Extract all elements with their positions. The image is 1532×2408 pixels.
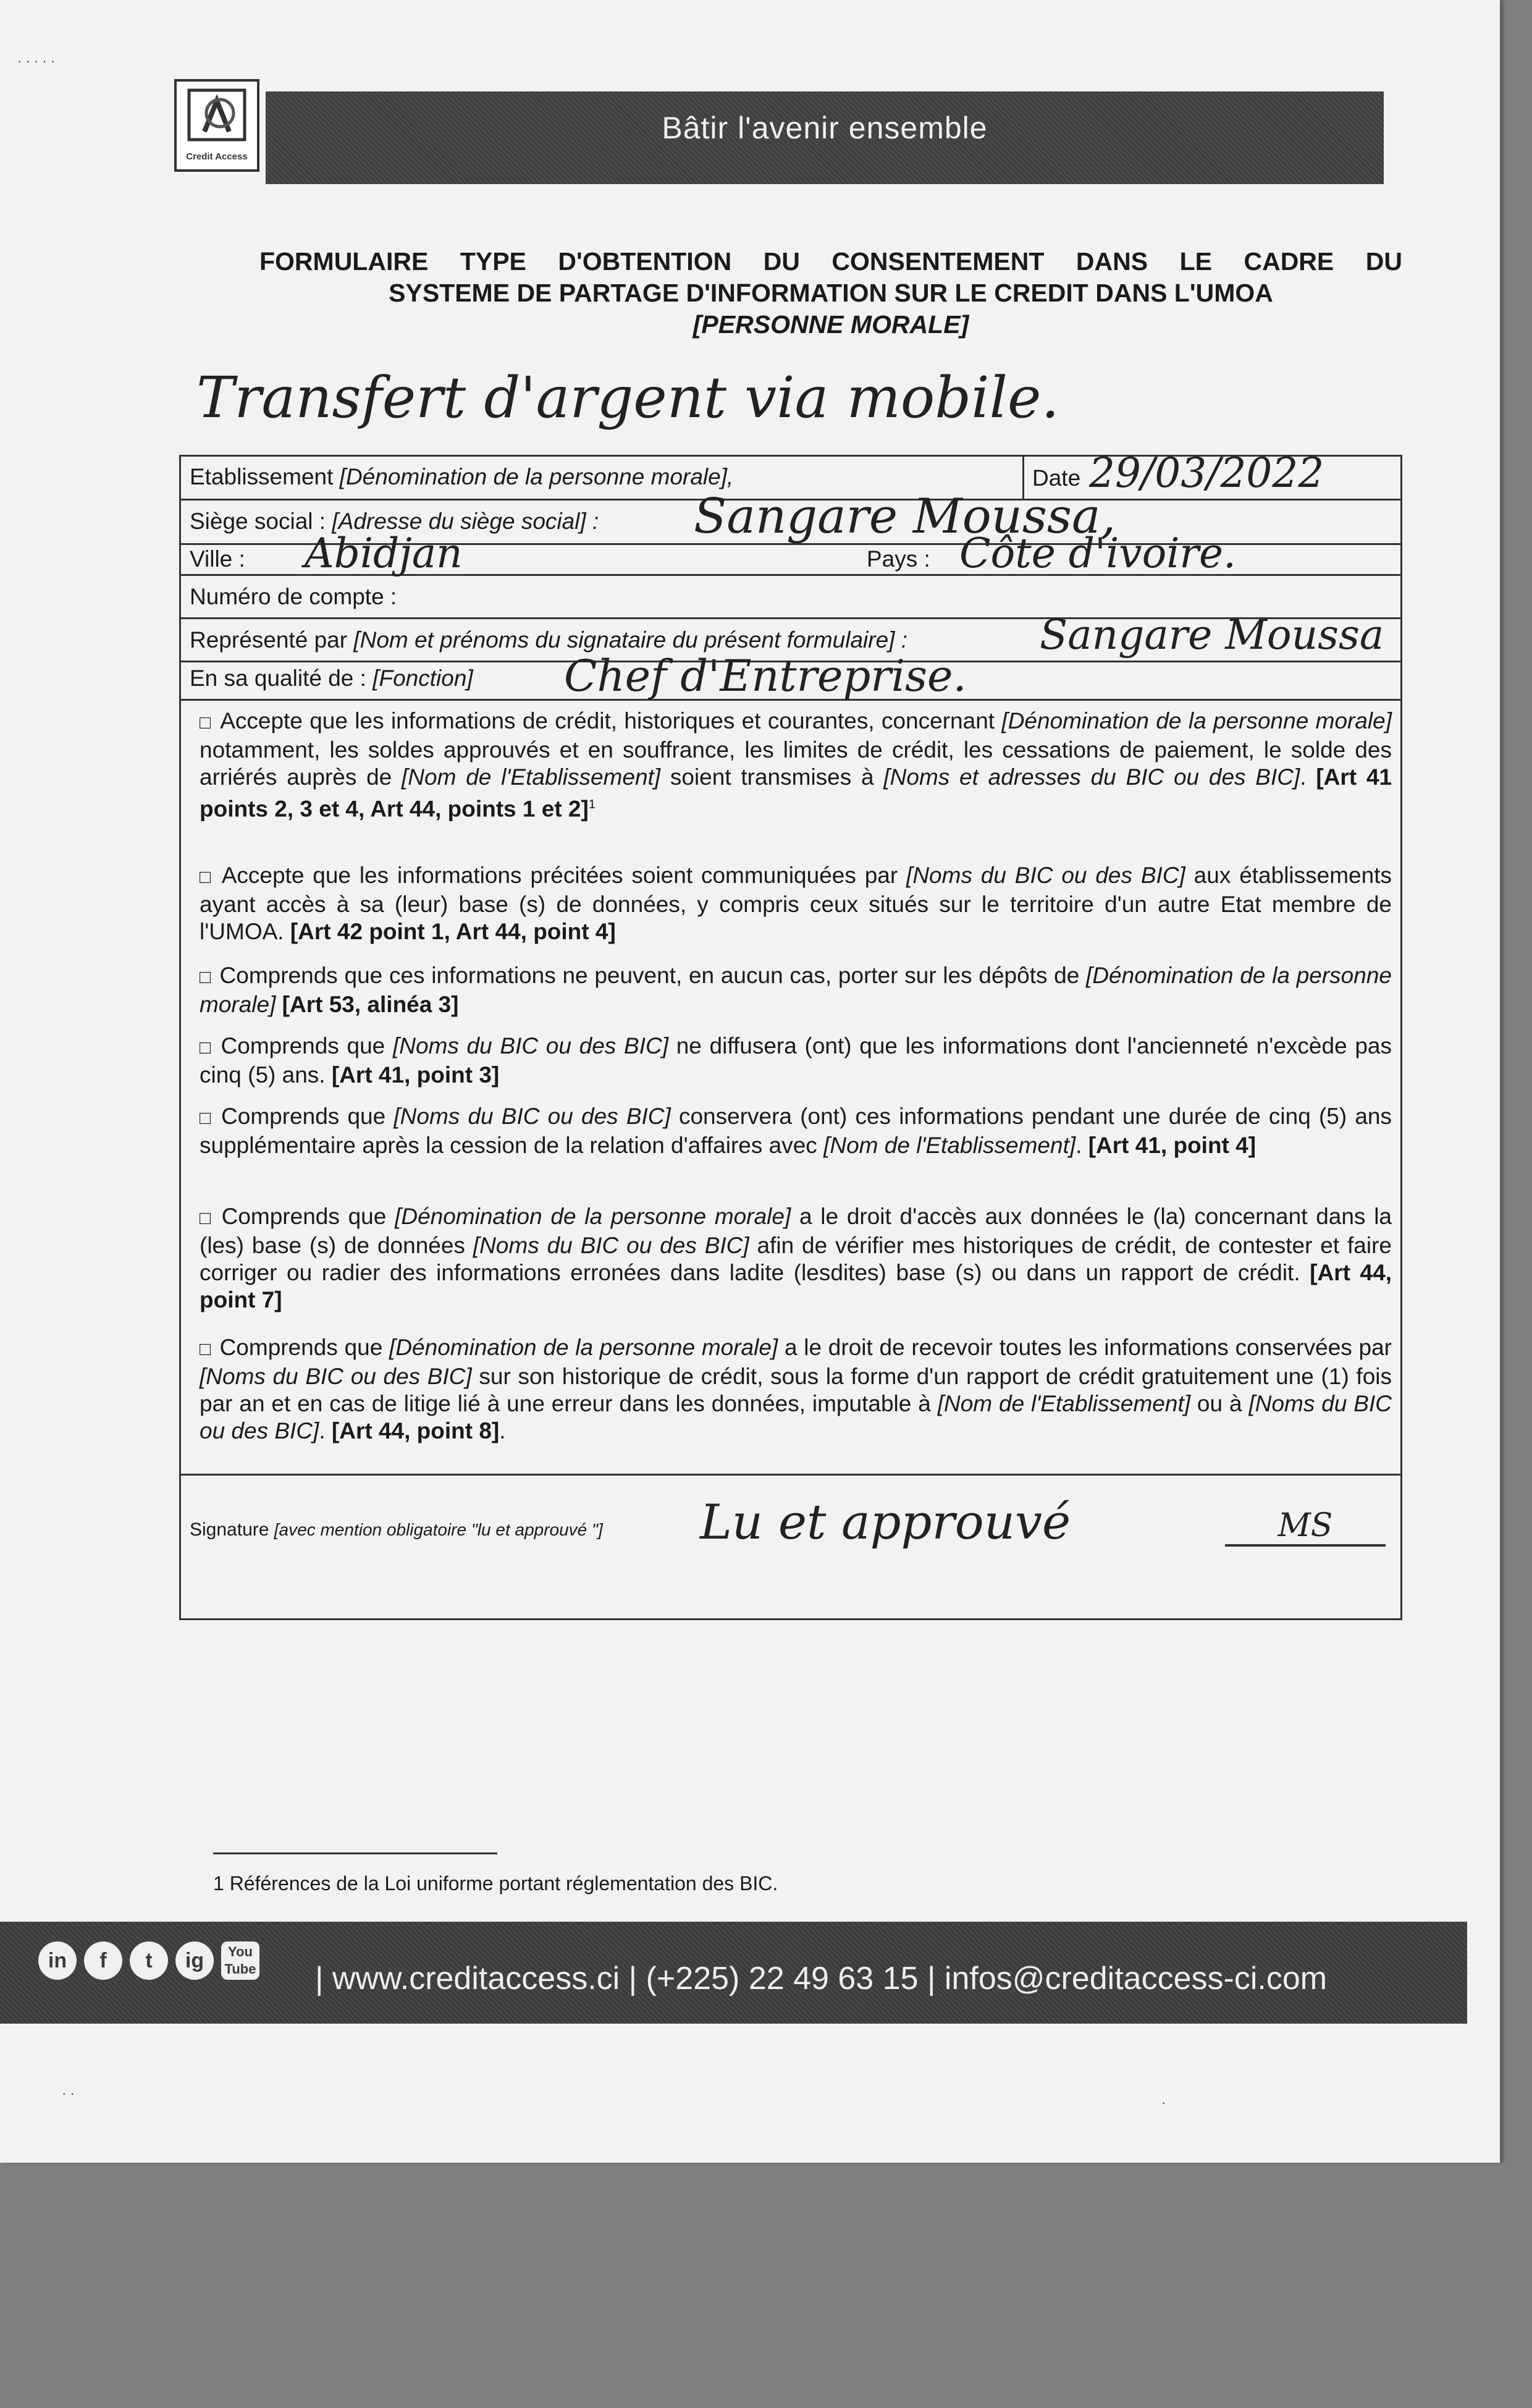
row-divider xyxy=(181,1474,1400,1476)
clause-placeholder: [Nom de l'Etablissement] xyxy=(937,1391,1191,1416)
clause-6 xyxy=(200,1203,1392,1314)
clause-placeholder: [Nom de l'Etablissement] xyxy=(823,1133,1076,1158)
clause-text: Comprends que xyxy=(221,1104,394,1129)
consent-form xyxy=(179,449,1402,1620)
qualite-field xyxy=(190,665,473,691)
scan-specks: · · · · · xyxy=(17,53,56,69)
qualite-label: En sa qualité de : xyxy=(190,665,366,691)
clause-placeholder: [Dénomination de la personne morale] xyxy=(1001,708,1392,733)
checkbox-icon[interactable]: □ xyxy=(200,1108,213,1128)
checkbox-icon[interactable]: □ xyxy=(200,712,212,733)
clause-4 xyxy=(200,1033,1392,1089)
checkbox-icon[interactable]: □ xyxy=(200,1208,213,1228)
title-line-3: [PERSONNE MORALE] xyxy=(692,310,969,339)
footer-band xyxy=(0,1922,1467,2024)
clause-text: ou à xyxy=(1190,1391,1249,1416)
handwritten-representant: Sangare Moussa xyxy=(1040,611,1384,659)
clause-text: ne diffusera (ont) que les informations dont l'ancienneté n'excède pas cinq (5) ans. xyxy=(200,1033,1392,1088)
clause-text: notamment, les soldes approuvés et en souffrance, les limites de crédit, les cessations de paiement, le solde des arriérés auprès de xyxy=(200,737,1392,790)
clause-placeholder: [Dénomination de la personne morale] xyxy=(389,1335,778,1360)
clause-5 xyxy=(200,1103,1392,1159)
clause-article: [Art 41, point 4] xyxy=(1088,1133,1256,1158)
title-line-2: SYSTEME DE PARTAGE D'INFORMATION SUR LE CREDIT DANS L'UMOA xyxy=(389,279,1273,307)
clause-text: a le droit d'accès aux données le (la) concernant dans la (les) base (s) de données xyxy=(200,1204,1392,1258)
clause-article: [Art 44, point 7] xyxy=(200,1260,1392,1312)
checkbox-icon[interactable]: □ xyxy=(200,1037,213,1058)
facebook-icon[interactable]: f xyxy=(84,1941,122,1980)
clause-text: sur son historique de crédit, sous la forme d'un rapport de crédit gratuitement une (1) fois par an et en cas de litige lié à une erreur dans les données, imputable à xyxy=(200,1364,1392,1416)
signature-hint: [avec mention obligatoire "lu et approuvé "] xyxy=(274,1520,603,1539)
handwritten-subject: Transfert d'argent via mobile. xyxy=(196,365,1059,431)
handwritten-qualite: Chef d'Entreprise. xyxy=(564,651,967,701)
clause-placeholder: [Dénomination de la personne morale] xyxy=(395,1204,791,1229)
clause-article: [Art 42 point 1, Art 44, point 4] xyxy=(290,919,616,944)
represente-field xyxy=(190,627,907,653)
handwritten-signature: MS xyxy=(1225,1507,1386,1547)
clause-1 xyxy=(200,708,1392,822)
clause-placeholder: [Nom de l'Etablissement] xyxy=(402,764,661,790)
form-title xyxy=(259,246,1402,340)
handwritten-mention: Lu et approuvé xyxy=(700,1495,1071,1550)
tagline: Bâtir l'avenir ensemble xyxy=(662,111,988,145)
clause-placeholder: [Noms du BIC ou des BIC] xyxy=(392,1033,668,1058)
handwritten-siege: Sangare Moussa, xyxy=(694,489,1116,544)
signature-label: Signature xyxy=(190,1519,269,1540)
social-icons xyxy=(38,1941,259,1980)
etablissement-label: Etablissement xyxy=(190,464,334,489)
clause-placeholder: [Dénomination de la personne morale] xyxy=(200,963,1392,1017)
siege-label: Siège social : xyxy=(190,509,326,534)
linkedin-icon[interactable]: in xyxy=(38,1941,77,1980)
etablissement-field xyxy=(190,464,733,490)
etablissement-hint: [Dénomination de la personne morale], xyxy=(339,464,734,489)
logo-emblem-icon xyxy=(177,85,257,147)
handwritten-pays: Côte d'ivoire. xyxy=(959,530,1237,577)
clause-text: . xyxy=(1075,1133,1088,1158)
clause-text: aux établissements ayant accès à sa (leur) base (s) de données, y compris ceux situés sur le territoire d'un autre Etat membre de l'UMOA. xyxy=(200,863,1392,944)
clause-text: a le droit de recevoir toutes les informations conservées par xyxy=(778,1335,1392,1360)
handwritten-date: 29/03/2022 xyxy=(1089,449,1324,497)
checkbox-icon[interactable]: □ xyxy=(200,867,213,887)
clause-text: Accepte que les informations précitées soient communiquées par xyxy=(221,863,907,888)
footnote: 1 Références de la Loi uniforme portant réglementation des BIC. xyxy=(213,1872,778,1895)
compte-label: Numéro de compte : xyxy=(190,584,397,609)
footnote-rule xyxy=(213,1852,497,1854)
siege-hint: [Adresse du siège social] : xyxy=(332,509,599,534)
header-band xyxy=(266,91,1384,184)
clause-text: Comprends que xyxy=(221,1033,393,1058)
clause-text: . xyxy=(499,1418,506,1443)
logo-text: Credit Access xyxy=(186,151,248,162)
signature-field xyxy=(190,1519,603,1540)
represente-label: Représenté par xyxy=(190,627,348,653)
youtube-icon[interactable]: You Tube xyxy=(221,1941,259,1980)
clause-text: soient transmises à xyxy=(660,764,884,790)
credit-access-logo xyxy=(174,79,259,172)
footer-contact: | www.creditaccess.ci | (+225) 22 49 63 15 | infos@creditaccess-ci.com xyxy=(315,1961,1328,1996)
twitter-icon[interactable]: t xyxy=(130,1941,168,1980)
clause-text: . xyxy=(1300,764,1316,790)
date-label: Date xyxy=(1032,465,1081,491)
clause-placeholder: [Noms du BIC ou des BIC] xyxy=(906,863,1185,888)
clause-7 xyxy=(200,1334,1392,1445)
title-line-1: FORMULAIRE TYPE D'OBTENTION DU CONSENTEMENT DANS LE CADRE DU xyxy=(259,247,1402,276)
checkbox-icon[interactable]: □ xyxy=(200,1339,211,1359)
clause-text: afin de vérifier mes historiques de crédit, de contester et faire corriger ou radier des informations erronées dans ladite (lesdites) base (s) ou dans un rapport de crédit. xyxy=(200,1233,1392,1285)
checkbox-icon[interactable]: □ xyxy=(200,967,211,987)
clause-text: conservera (ont) ces informations pendant une durée de cinq (5) ans supplémentaire après la cession de la relation d'affaires avec xyxy=(200,1104,1392,1158)
footnote-marker: 1 xyxy=(588,798,596,811)
represente-hint: [Nom et prénoms du signataire du présent formulaire] : xyxy=(353,627,907,653)
qualite-hint: [Fonction] xyxy=(372,665,473,691)
clause-placeholder: [Noms du BIC ou des BIC] xyxy=(473,1233,749,1258)
clause-2 xyxy=(200,862,1392,945)
clause-text: Comprends que ces informations ne peuvent, en aucun cas, porter sur les dépôts de xyxy=(219,963,1087,988)
clause-placeholder: [Noms du BIC ou des BIC] xyxy=(200,1391,1392,1443)
instagram-icon[interactable]: ig xyxy=(175,1941,214,1980)
clause-3 xyxy=(200,962,1392,1018)
clause-text: Comprends que xyxy=(221,1204,395,1229)
pays-label: Pays : xyxy=(867,546,930,572)
scan-specks: · · xyxy=(62,2085,75,2101)
clause-text: . xyxy=(319,1418,332,1443)
handwritten-ville: Abidjan xyxy=(305,530,463,577)
clause-article: [Art 44, point 8] xyxy=(331,1418,500,1443)
clause-article: [Art 41, point 3] xyxy=(331,1062,500,1088)
clause-text: Comprends que xyxy=(219,1335,390,1360)
scan-specks: · xyxy=(1161,2095,1166,2110)
clause-text: Accepte que les informations de crédit, historiques et courantes, concernant xyxy=(220,708,1002,733)
clause-text xyxy=(276,992,282,1017)
clause-placeholder: [Noms du BIC ou des BIC] xyxy=(200,1364,472,1389)
ville-label: Ville : xyxy=(190,546,245,572)
clause-placeholder: [Noms du BIC ou des BIC] xyxy=(394,1104,671,1129)
clause-article: [Art 41 points 2, 3 et 4, Art 44, points 1 et 2] xyxy=(200,764,1392,822)
clause-article: [Art 53, alinéa 3] xyxy=(282,992,459,1017)
clause-placeholder: [Noms et adresses du BIC ou des BIC] xyxy=(883,764,1300,790)
